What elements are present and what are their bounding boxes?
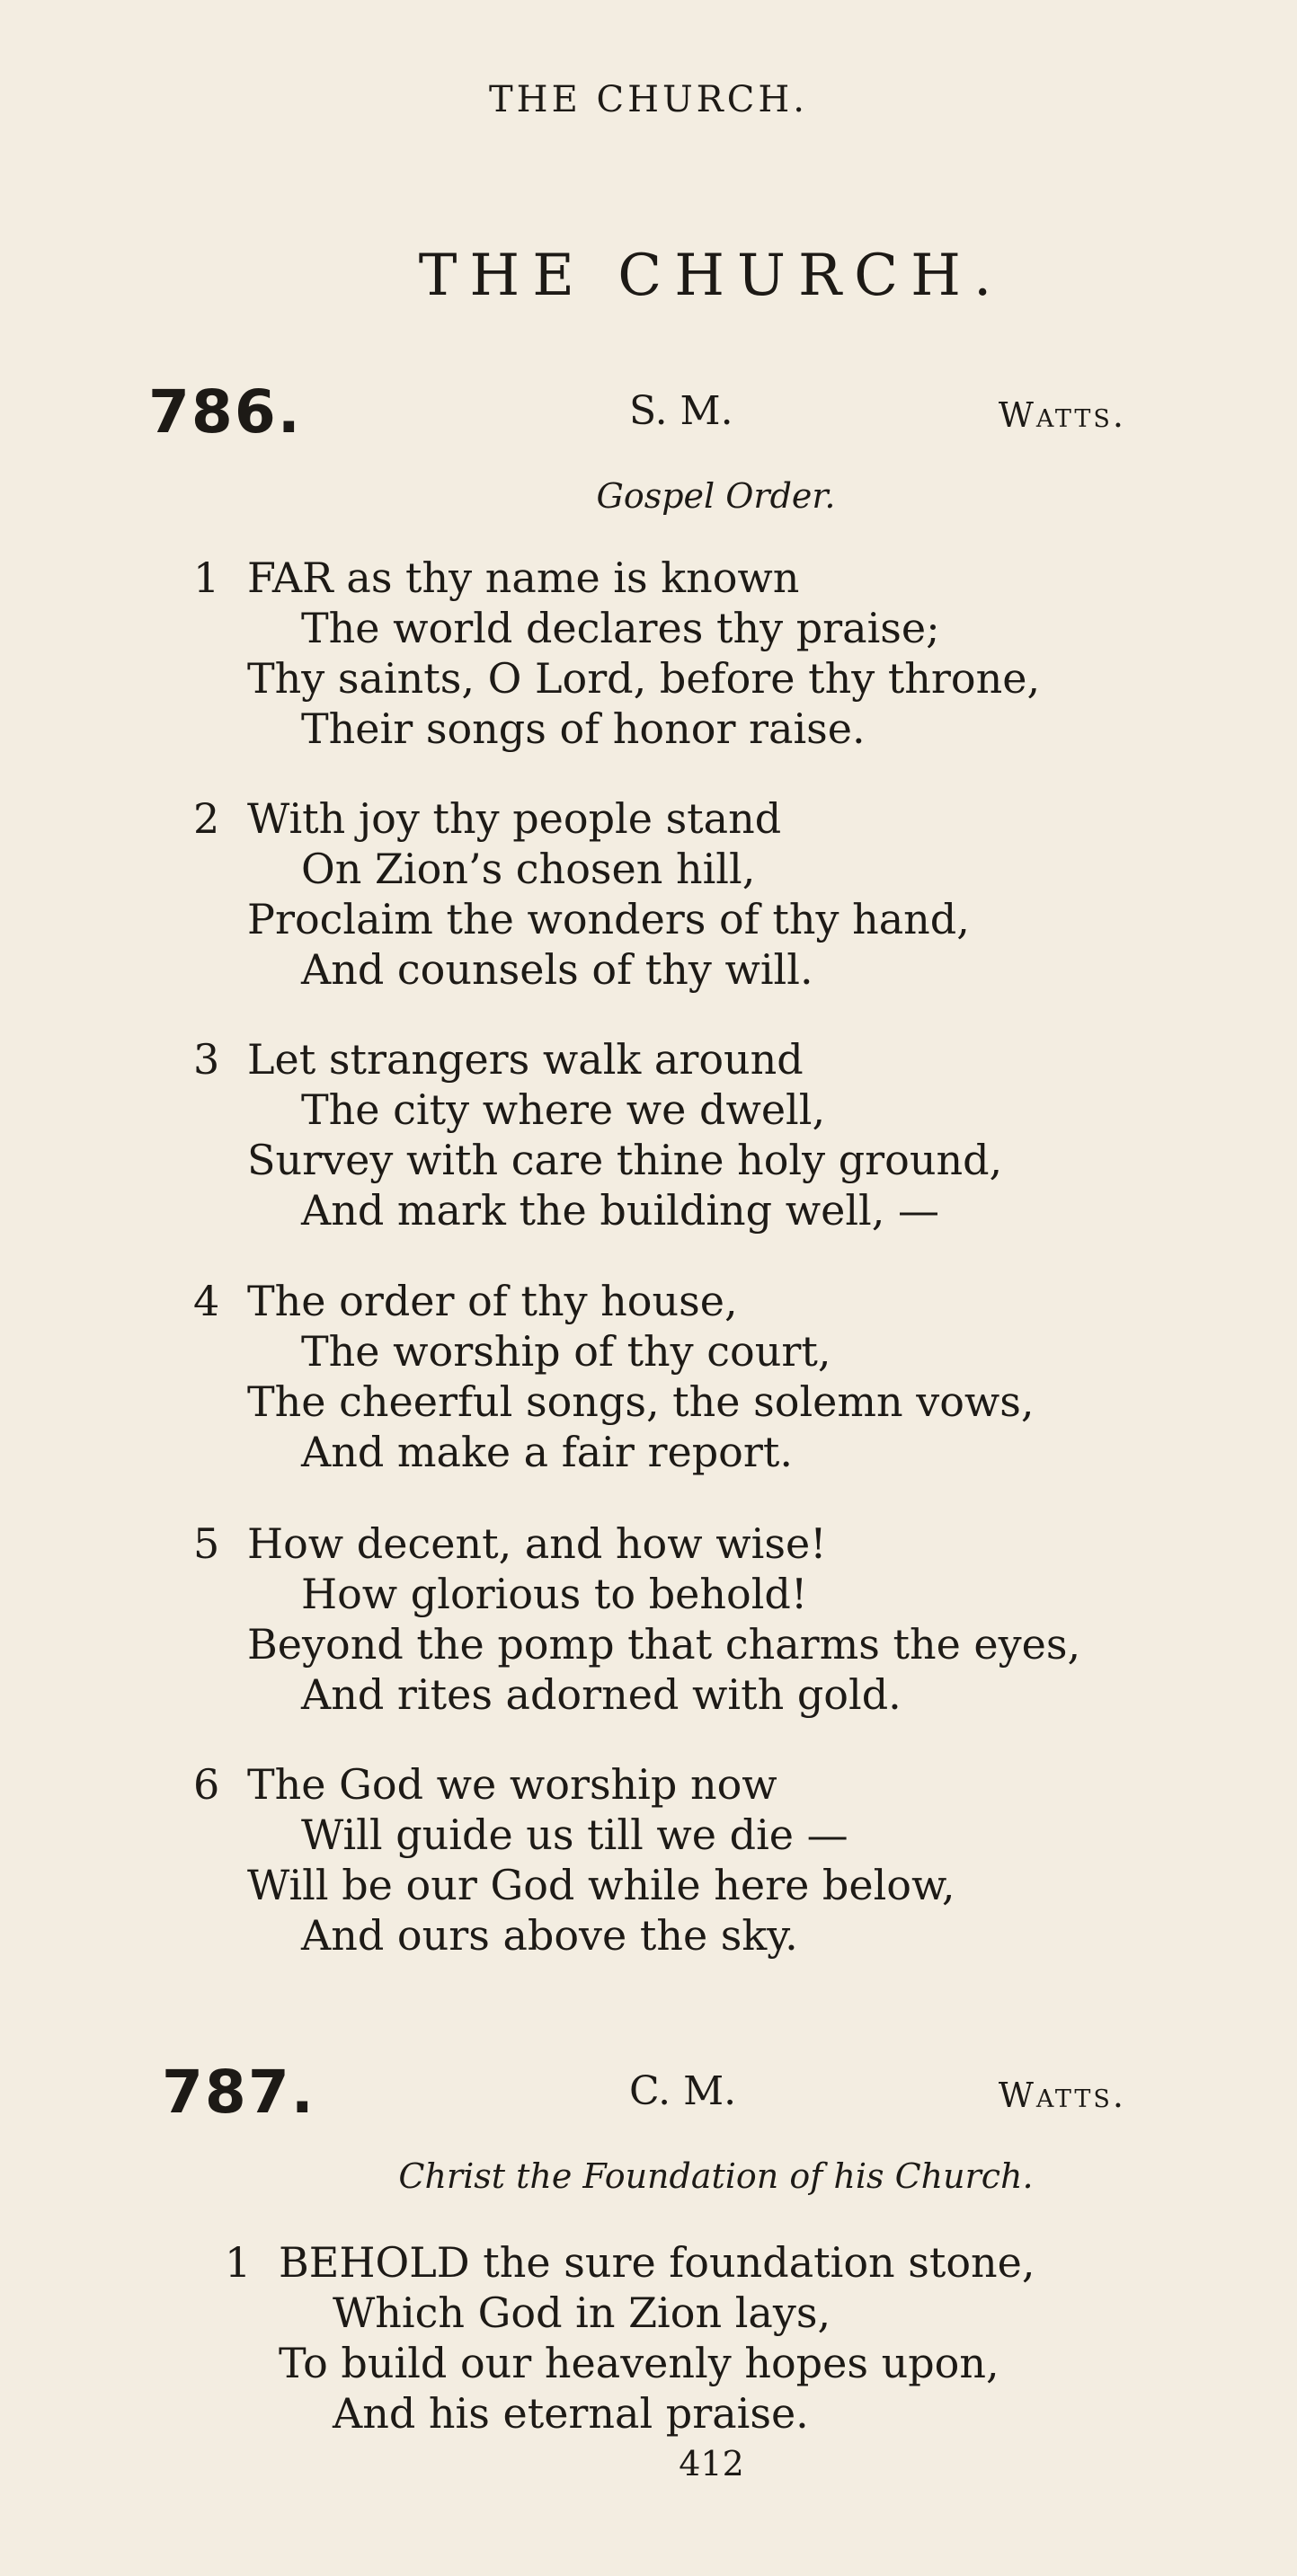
- verse-line: The worship of thy court,: [301, 1327, 831, 1376]
- stanza-number: 4: [193, 1277, 220, 1325]
- stanza-number: 1: [193, 553, 220, 602]
- verse-line: BEHOLD the sure foundation stone,: [279, 2238, 1035, 2287]
- hymn-meter: S. M.: [629, 388, 733, 434]
- section-title: THE CHURCH.: [418, 243, 1005, 309]
- running-head: THE CHURCH.: [489, 79, 808, 120]
- hymn-number: 787.: [162, 2058, 315, 2127]
- stanza-number: 1: [225, 2238, 252, 2287]
- verse-line: Proclaim the wonders of thy hand,: [247, 895, 970, 943]
- page-number: 412: [679, 2444, 744, 2483]
- verse-line: And ours above the sky.: [301, 1911, 798, 1960]
- verse-line: Will guide us till we die —: [301, 1810, 848, 1859]
- hymn-787-subtitle: Christ the Foundation of his Church.: [398, 2156, 1034, 2196]
- verse-line: And make a fair report.: [301, 1428, 793, 1476]
- hymn-author: Watts.: [998, 395, 1126, 435]
- hymn-787-header: [0, 2058, 1297, 2129]
- verse-line: The order of thy house,: [247, 1277, 738, 1325]
- stanza-number: 3: [193, 1035, 220, 1084]
- verse-line: The city where we dwell,: [301, 1085, 826, 1134]
- verse-line: Let strangers walk around: [247, 1035, 804, 1084]
- stanza-number: 2: [193, 794, 220, 843]
- verse-line: To build our heavenly hopes upon,: [279, 2339, 999, 2387]
- verse-line: Will be our God while here below,: [247, 1861, 955, 1909]
- verse-line: How decent, and how wise!: [247, 1519, 827, 1568]
- hymn-number: 786.: [148, 377, 302, 447]
- hymn-meter: C. M.: [629, 2068, 737, 2114]
- verse-line: Thy saints, O Lord, before thy throne,: [247, 654, 1041, 703]
- verse-line: And mark the building well, —: [301, 1186, 940, 1235]
- hymn-786-subtitle: Gospel Order.: [596, 476, 836, 516]
- stanza-number: 5: [193, 1519, 220, 1568]
- hymn-author: Watts.: [998, 2076, 1126, 2115]
- verse-line: On Zion’s chosen hill,: [301, 845, 756, 893]
- verse-line: The cheerful songs, the solemn vows,: [247, 1377, 1035, 1426]
- verse-line: With joy thy people stand: [247, 794, 782, 843]
- verse-line: Beyond the pomp that charms the eyes,: [247, 1620, 1081, 1669]
- verse-line: How glorious to behold!: [301, 1570, 808, 1618]
- verse-line: And counsels of thy will.: [301, 945, 813, 994]
- verse-line: FAR as thy name is known: [247, 553, 800, 602]
- verse-line: Survey with care thine holy ground,: [247, 1136, 1003, 1184]
- verse-line: The world declares thy praise;: [301, 604, 940, 652]
- verse-line: And his eternal praise.: [333, 2389, 809, 2438]
- hymn-786-header: [0, 377, 1297, 449]
- stanza-number: 6: [193, 1760, 220, 1809]
- verse-line: Their songs of honor raise.: [301, 704, 866, 753]
- verse-line: And rites adorned with gold.: [301, 1670, 902, 1719]
- verse-line: Which God in Zion lays,: [333, 2288, 831, 2337]
- verse-line: The God we worship now: [247, 1760, 777, 1809]
